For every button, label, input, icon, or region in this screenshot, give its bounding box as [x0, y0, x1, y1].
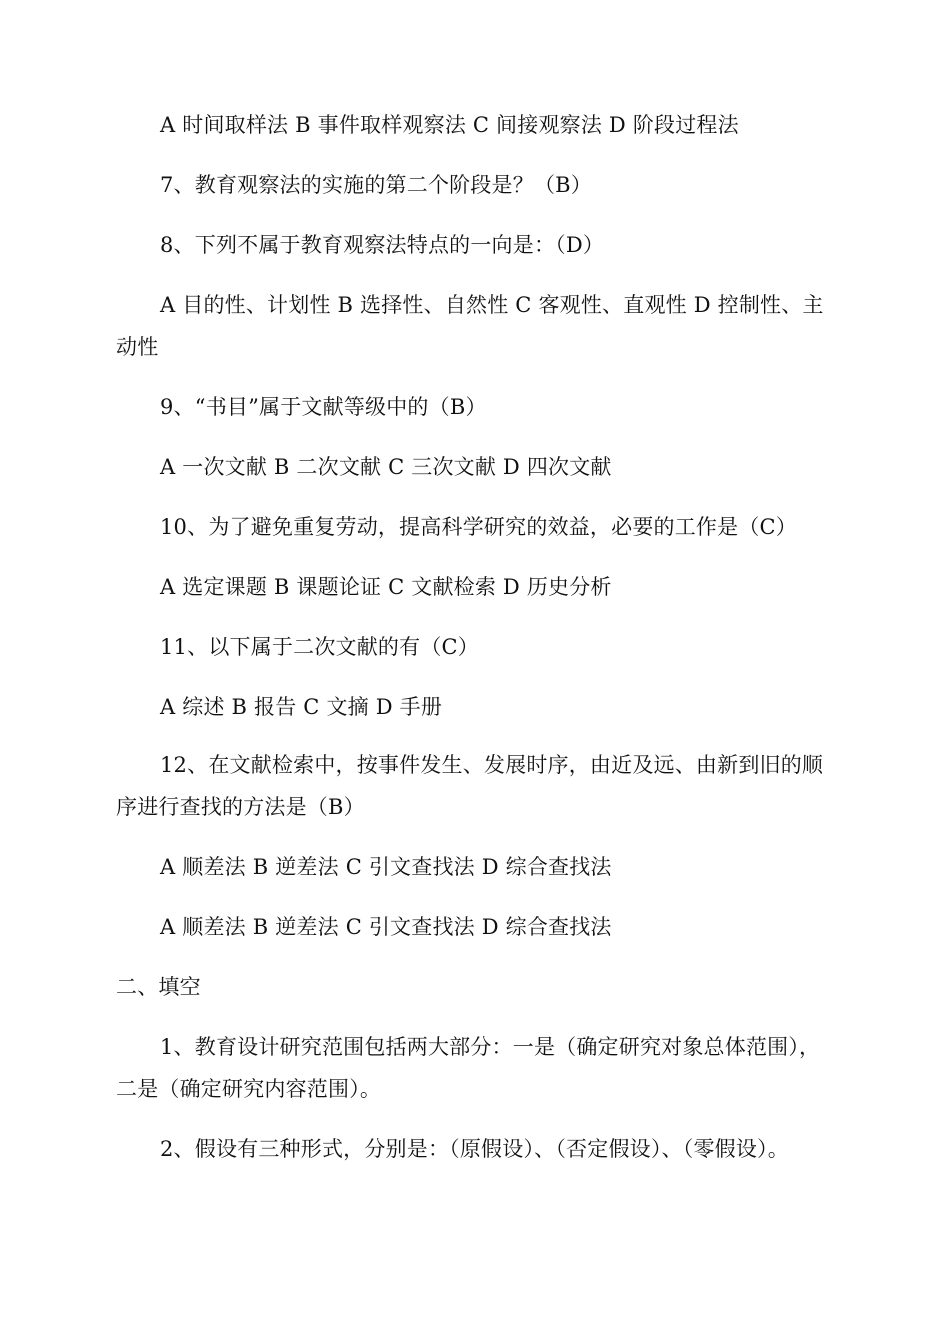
question-11: 11、以下属于二次文献的有（C）: [160, 635, 479, 659]
question-7: 7、教育观察法的实施的第二个阶段是？（B）: [160, 173, 592, 197]
question-8: 8、下列不属于教育观察法特点的一向是：（D）: [160, 233, 605, 257]
option-line-q6: A 时间取样法 B 事件取样观察法 C 间接观察法 D 阶段过程法: [160, 113, 739, 137]
option-line-q9: A 一次文献 B 二次文献 C 三次文献 D 四次文献: [160, 455, 612, 479]
fill-question-2: 2、假设有三种形式，分别是：（原假设）、（否定假设）、（零假设）。: [160, 1137, 789, 1161]
question-12: 12、在文献检索中，按事件发生、发展时序，由近及远、由新到旧的顺序进行查找的方法是（B）: [116, 753, 824, 819]
option-line-q11: A 综述 B 报告 C 文摘 D 手册: [160, 695, 443, 719]
fill-question-1: 1、教育设计研究范围包括两大部分：一是（确定研究对象总体范围），二是（确定研究内容范围）。: [116, 1035, 821, 1101]
question-9: 9、“书目”属于文献等级中的（B）: [160, 395, 487, 419]
option-line-q10: A 选定课题 B 课题论证 C 文献检索 D 历史分析: [160, 575, 612, 599]
option-line-q12-a: A 顺差法 B 逆差法 C 引文查找法 D 综合查找法: [160, 855, 612, 879]
question-10: 10、为了避免重复劳动，提高科学研究的效益，必要的工作是（C）: [160, 515, 797, 539]
option-line-q12-b: A 顺差法 B 逆差法 C 引文查找法 D 综合查找法: [160, 915, 612, 939]
section-heading-fill-blank: 二、填空: [116, 975, 201, 999]
option-line-q8: A 目的性、计划性 B 选择性、自然性 C 客观性、直观性 D 控制性、主动性: [116, 293, 824, 359]
